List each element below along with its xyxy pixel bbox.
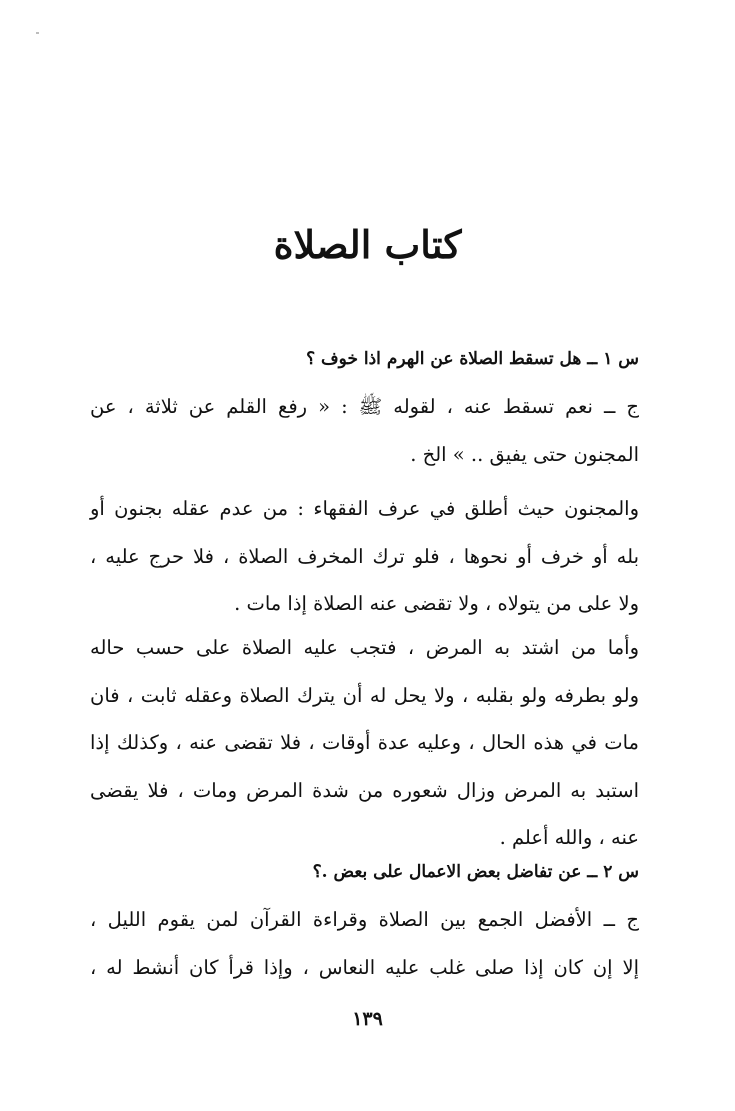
text-line: استبد به المرض وزال شعوره من شدة المرض ومات ، فلا يقضى <box>90 778 639 802</box>
text-line: ولو بطرفه ولو بقلبه ، ولا يحل له أن يترك الصلاة وعقله ثابت ، فان <box>90 683 639 707</box>
text-line: ج ــ نعم تسقط عنه ، لقوله ﷺ : « رفع القلم عن ثلاثة ، عن <box>90 395 639 418</box>
text-line: ج ــ الأفضل الجمع بين الصلاة وقراءة القرآن لمن يقوم الليل ، <box>90 908 639 931</box>
answer-2 <box>90 896 639 991</box>
question-1: س ١ ــ هل تسقط الصلاة عن الهرم اذا خوف ؟ <box>306 349 639 369</box>
text-line: بله أو خرف أو نحوها ، فلو ترك المخرف الصلاة ، فلا حرج عليه ، <box>90 544 639 568</box>
text-line: ولا على من يتولاه ، ولا تقضى عنه الصلاة إذا مات . <box>234 592 639 615</box>
paragraph-insanity <box>90 485 639 628</box>
text-line: وأما من اشتد به المرض ، فتجب عليه الصلاة على حسب حاله <box>90 636 639 659</box>
answer-1 <box>90 383 639 478</box>
text-line: عنه ، والله أعلم . <box>499 826 639 849</box>
chapter-title: كتاب الصلاة <box>273 222 462 267</box>
text-line: المجنون حتى يفيق .. » الخ . <box>410 442 639 466</box>
text-line: مات في هذه الحال ، وعليه عدة أوقات ، فلا تقضى عنه ، وكذلك إذا <box>90 731 639 754</box>
question-2: س ٢ ــ عن تفاضل بعض الاعمال على بعض .؟ <box>312 862 639 882</box>
scan-speck <box>36 32 39 34</box>
text-line: إلا إن كان إذا صلى غلب عليه النعاس ، وإذا قرأ كان أنشط له ، <box>90 955 639 979</box>
page-number: ١٣٩ <box>352 1008 383 1030</box>
paragraph-illness <box>90 624 639 862</box>
text-line: والمجنون حيث أطلق في عرف الفقهاء : من عدم عقله بجنون أو <box>90 497 639 520</box>
